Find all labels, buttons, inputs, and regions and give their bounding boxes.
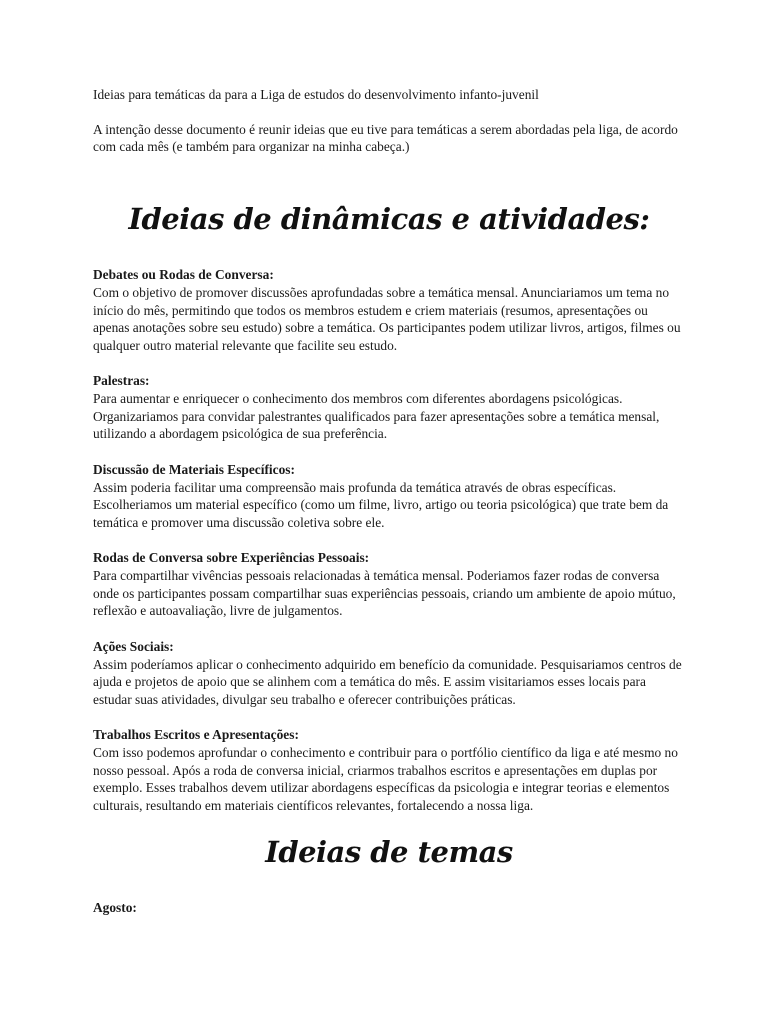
document-title-line: Ideias para temáticas da para a Liga de estudos do desenvolvimento infanto-juvenil xyxy=(93,87,539,102)
heading-dynamics: Ideias de dinâmicas e atividades: xyxy=(128,202,650,237)
section-body: Para aumentar e enriquecer o conhecimento dos membros com diferentes abordagens psicológicas. Organizariamos para convidar palestrantes qualificados para fazer apresentações sobre a temática mensal, utilizando a abordagem psicológica de sua preferência. xyxy=(93,391,660,442)
month-label: Agosto: xyxy=(93,899,137,915)
section-title: Rodas de Conversa sobre Experiências Pessoais: xyxy=(93,550,370,566)
section-acoes-sociais xyxy=(93,638,685,709)
section-trabalhos xyxy=(93,726,685,815)
heading-themes: Ideias de temas xyxy=(265,834,513,869)
document-page xyxy=(93,86,685,917)
section-title: Discussão de Materiais Específicos: xyxy=(93,461,295,477)
section-title: Debates ou Rodas de Conversa: xyxy=(93,267,274,283)
document-intro: A intenção desse documento é reunir ideias que eu tive para temáticas a serem abordadas pela liga, de acordo com cada mês (e também para organizar na minha cabeça.) xyxy=(93,121,678,155)
section-title: Ações Sociais: xyxy=(93,638,174,654)
section-experiencias xyxy=(93,549,685,620)
section-palestras xyxy=(93,372,685,443)
section-title: Trabalhos Escritos e Apresentações: xyxy=(93,727,299,743)
section-materiais xyxy=(93,461,685,532)
section-body: Assim poderíamos aplicar o conhecimento adquirido em benefício da comunidade. Pesquisariamos centros de ajuda e projetos de apoio que se alinhem com a temática do mês. E assim visitariamos esses locais para estudar suas atividades, divulgar seu trabalho e oferecer contribuições práticas. xyxy=(93,656,682,707)
section-body: Com isso podemos aprofundar o conhecimento e contribuir para o portfólio científico da liga e até mesmo no nosso pessoal. Após a roda de conversa inicial, criarmos trabalhos escritos e apresentações em duplas por exemplo. Esses trabalhos devem utilizar abordagens específicas da psicologia e integrar teorias e elementos culturais, resultando em materiais científicos relevantes, fortalecendo a nossa liga. xyxy=(93,745,678,814)
section-title: Palestras: xyxy=(93,373,150,389)
section-body: Com o objetivo de promover discussões aprofundadas sobre a temática mensal. Anunciariamos um tema no início do mês, permitindo que todos os membros estudem e criem materiais (resumos, apresentações ou apenas anotações sobre seu estudo) sobre a temática. Os participantes podem utilizar livros, artigos, filmes ou qualquer outro material relevante que facilite seu estudo. xyxy=(93,284,681,353)
section-body: Assim poderia facilitar uma compreensão mais profunda da temática através de obras específicas. Escolheriamos um material específico (como um filme, livro, artigo ou teoria psicológica) que trate bem da temática e promover uma discussão coletiva sobre ele. xyxy=(93,479,669,530)
section-debates xyxy=(93,266,685,355)
section-body: Para compartilhar vivências pessoais relacionadas à temática mensal. Poderiamos fazer rodas de conversa onde os participantes possam compartilhar suas experiências pessoais, criando um ambiente de apoio mútuo, reflexão e autoavaliação, livre de julgamentos. xyxy=(93,568,676,619)
